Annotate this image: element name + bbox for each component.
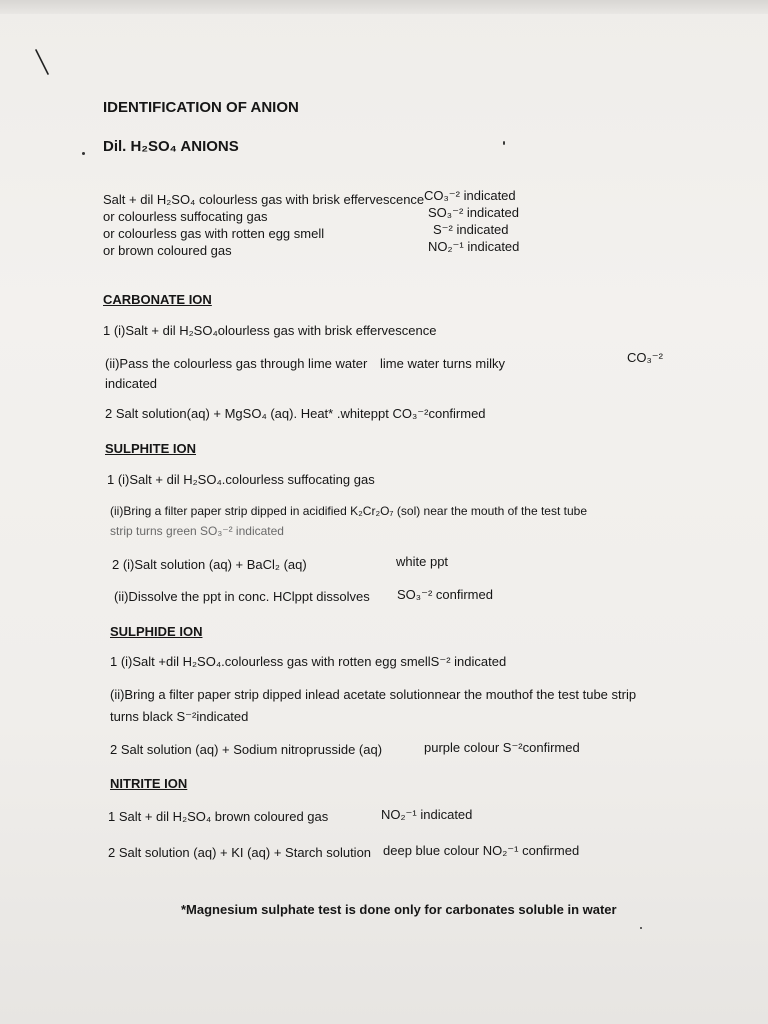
sulphite-line: strip turns green SO₃⁻² indicated xyxy=(110,524,284,538)
intro-line-left: or colourless suffocating gas xyxy=(103,209,268,224)
sulphide-line: 1 (i)Salt +dil H₂SO₄.colourless gas with rotten egg smellS⁻² indicated xyxy=(110,654,507,669)
intro-line-right: CO₃⁻² indicated xyxy=(424,188,516,203)
intro-line-right: S⁻² indicated xyxy=(433,222,509,237)
carbonate-line: CO₃⁻² xyxy=(627,350,663,365)
sulphite-line: 2 (i)Salt solution (aq) + BaCl₂ (aq) xyxy=(112,557,307,572)
sulphite-line: SO₃⁻² confirmed xyxy=(397,587,493,602)
carbonate-line: 1 (i)Salt + dil H₂SO₄olourless gas with brisk effervescence xyxy=(103,323,437,338)
sulphide-line: turns black S⁻²indicated xyxy=(110,709,249,724)
speck-mark xyxy=(503,141,505,145)
page-fold-shadow xyxy=(0,0,768,14)
carbonate-line: lime water turns milky xyxy=(380,356,505,371)
nitrite-line: 2 Salt solution (aq) + KI (aq) + Starch solution xyxy=(108,845,372,860)
nitrite-line: 1 Salt + dil H₂SO₄ brown coloured gas xyxy=(108,809,329,824)
pen-stroke-mark xyxy=(34,48,52,78)
intro-line-left: Salt + dil H₂SO₄ colourless gas with brisk effervescence xyxy=(103,192,425,207)
footnote: *Magnesium sulphate test is done only for carbonates soluble in water xyxy=(181,902,617,917)
speck-mark xyxy=(82,152,85,155)
carbonate-line: (ii)Pass the colourless gas through lime water xyxy=(105,356,368,371)
carbonate-line: 2 Salt solution(aq) + MgSO₄ (aq). Heat* .whiteppt CO₃⁻²confirmed xyxy=(105,406,486,421)
page-subtitle: Dil. H₂SO₄ ANIONS xyxy=(103,138,239,155)
sulphide-line: (ii)Bring a filter paper strip dipped inlead acetate solutionnear the mouthof the test tube strip xyxy=(110,687,637,702)
section-heading-sulphite: SULPHITE ION xyxy=(105,441,197,456)
section-heading-sulphide: SULPHIDE ION xyxy=(110,624,203,639)
sulphite-line: (ii)Bring a filter paper strip dipped in acidified K₂Cr₂O₇ (sol) near the mouth of the test tube xyxy=(110,504,587,518)
sulphite-line: white ppt xyxy=(396,554,449,569)
sulphite-line: (ii)Dissolve the ppt in conc. HClppt dissolves xyxy=(114,589,370,604)
section-heading-nitrite: NITRITE ION xyxy=(110,776,188,791)
nitrite-line: NO₂⁻¹ indicated xyxy=(381,807,473,822)
sulphide-line: 2 Salt solution (aq) + Sodium nitroprusside (aq) xyxy=(110,742,383,757)
speck-mark xyxy=(640,927,642,929)
intro-line-right: SO₃⁻² indicated xyxy=(428,205,519,220)
section-heading-carbonate: CARBONATE ION xyxy=(103,292,212,307)
nitrite-line: deep blue colour NO₂⁻¹ confirmed xyxy=(383,843,580,858)
sulphide-line: purple colour S⁻²confirmed xyxy=(424,740,580,755)
intro-line-left: or brown coloured gas xyxy=(103,243,232,258)
intro-line-left: or colourless gas with rotten egg smell xyxy=(103,226,325,241)
page-title: IDENTIFICATION OF ANION xyxy=(103,99,299,116)
sulphite-line: 1 (i)Salt + dil H₂SO₄.colourless suffocating gas xyxy=(107,472,375,487)
carbonate-line: indicated xyxy=(105,376,158,391)
intro-line-right: NO₂⁻¹ indicated xyxy=(428,239,520,254)
